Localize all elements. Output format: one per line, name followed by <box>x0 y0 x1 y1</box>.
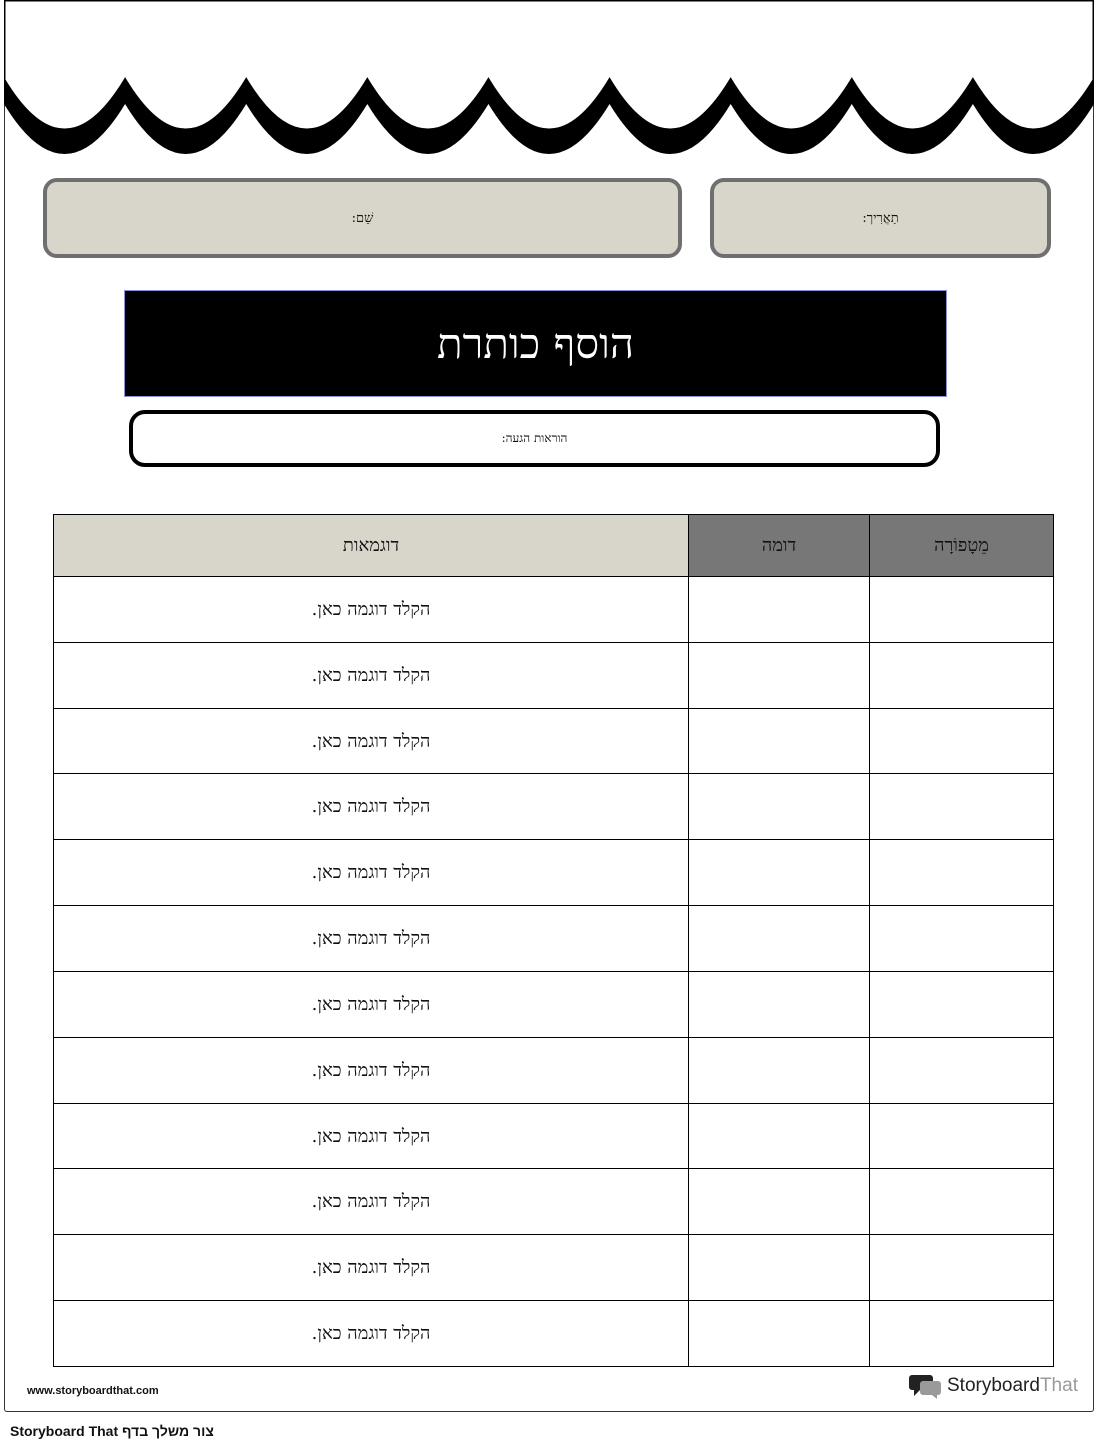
table-row <box>54 1103 1054 1169</box>
table-row <box>54 840 1054 906</box>
table-row <box>54 1169 1054 1235</box>
simile-cell[interactable] <box>689 1103 870 1169</box>
table-row <box>54 1037 1054 1103</box>
footer-url[interactable]: www.storyboardthat.com <box>27 1385 159 1397</box>
speech-bubbles-icon <box>909 1373 943 1399</box>
instructions-label: הוראות הגעה: <box>501 431 568 445</box>
metaphor-cell[interactable] <box>870 774 1054 840</box>
name-label: שֵׁם: <box>351 211 374 226</box>
simile-cell[interactable] <box>689 1235 870 1301</box>
example-cell[interactable]: הקלד דוגמה כאן. <box>54 840 689 906</box>
table-row <box>54 642 1054 708</box>
example-cell[interactable]: הקלד דוגמה כאן. <box>54 906 689 972</box>
example-cell[interactable]: הקלד דוגמה כאן. <box>54 1301 689 1367</box>
metaphor-cell[interactable] <box>870 906 1054 972</box>
metaphor-cell[interactable] <box>870 1103 1054 1169</box>
table-row <box>54 1235 1054 1301</box>
example-cell[interactable]: הקלד דוגמה כאן. <box>54 1037 689 1103</box>
simile-cell[interactable] <box>689 1037 870 1103</box>
simile-cell[interactable] <box>689 577 870 643</box>
simile-cell[interactable] <box>689 971 870 1037</box>
example-cell[interactable]: הקלד דוגמה כאן. <box>54 774 689 840</box>
scallop-banner <box>4 0 1094 160</box>
example-cell[interactable]: הקלד דוגמה כאן. <box>54 577 689 643</box>
metaphor-cell[interactable] <box>870 642 1054 708</box>
table-row <box>54 774 1054 840</box>
logo-word-storyboard: Storyboard <box>947 1375 1040 1396</box>
metaphor-cell[interactable] <box>870 971 1054 1037</box>
example-cell[interactable]: הקלד דוגמה כאן. <box>54 642 689 708</box>
table-row <box>54 1301 1054 1367</box>
example-cell[interactable]: הקלד דוגמה כאן. <box>54 708 689 774</box>
table-row <box>54 971 1054 1037</box>
logo-word-that: That <box>1039 1375 1078 1396</box>
examples-header: דוגמאות <box>54 515 689 577</box>
metaphor-cell[interactable] <box>870 1169 1054 1235</box>
simile-cell[interactable] <box>689 642 870 708</box>
simile-cell[interactable] <box>689 1301 870 1367</box>
metaphor-cell[interactable] <box>870 840 1054 906</box>
example-cell[interactable]: הקלד דוגמה כאן. <box>54 1103 689 1169</box>
table-row <box>54 906 1054 972</box>
metaphor-cell[interactable] <box>870 577 1054 643</box>
table-row <box>54 577 1054 643</box>
simile-cell[interactable] <box>689 708 870 774</box>
credit-line[interactable]: צור משלך בדף Storyboard That <box>10 1423 214 1439</box>
storyboardthat-logo <box>909 1373 1078 1399</box>
simile-cell[interactable] <box>689 1169 870 1235</box>
table-row <box>54 708 1054 774</box>
date-field[interactable] <box>710 178 1051 258</box>
title-box[interactable] <box>124 290 947 397</box>
simile-cell[interactable] <box>689 774 870 840</box>
example-cell[interactable]: הקלד דוגמה כאן. <box>54 971 689 1037</box>
simile-cell[interactable] <box>689 906 870 972</box>
instructions-box[interactable] <box>129 410 940 467</box>
table-header-row <box>54 515 1054 577</box>
metaphor-cell[interactable] <box>870 1235 1054 1301</box>
date-label: תַאֲרִיך: <box>862 211 899 226</box>
metaphor-cell[interactable] <box>870 1301 1054 1367</box>
example-cell[interactable]: הקלד דוגמה כאן. <box>54 1169 689 1235</box>
metaphor-header: מֵטָפוֹרָה <box>870 515 1054 577</box>
simile-header: דומה <box>689 515 870 577</box>
simile-cell[interactable] <box>689 840 870 906</box>
metaphor-cell[interactable] <box>870 1037 1054 1103</box>
name-field[interactable] <box>43 178 682 258</box>
worksheet-table <box>53 514 1054 1367</box>
page-title: הוסף כותרת <box>436 318 635 368</box>
metaphor-cell[interactable] <box>870 708 1054 774</box>
example-cell[interactable]: הקלד דוגמה כאן. <box>54 1235 689 1301</box>
